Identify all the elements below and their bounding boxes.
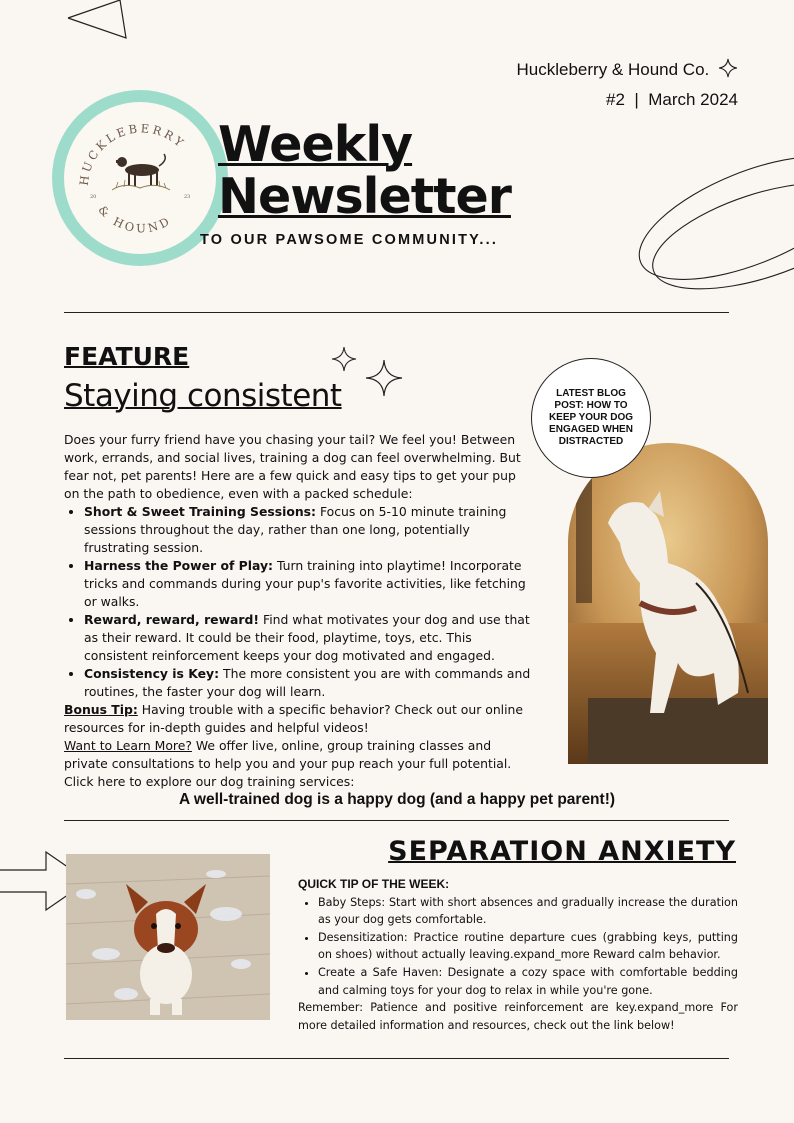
logo [64,102,216,254]
list-item [84,665,534,701]
training-services-link[interactable]: Click here to explore our dog training services: [64,774,355,789]
brand-name: Huckleberry & Hound Co. [517,58,739,80]
separation-body [298,876,738,1034]
tip-text: The more consistent you are with commands and routines, the faster your dog will learn. [84,666,531,699]
ellipse-decoration [630,140,794,300]
sparkle-icon [718,58,738,78]
dog-photo-2 [66,854,270,1020]
learn-more: Want to Learn More? We offer live, online, group training classes and private consultations to help you and your pup reach your full potential. [64,738,512,771]
list-item: • Baby Steps: Start with short absences and gradually increase the duration as your dog gets comfortable. [318,894,738,929]
separation-list [298,894,738,1000]
triangle-decoration [60,0,140,44]
feature-headline: Staying consistent [64,378,342,414]
newsletter-title-line2: Newsletter [218,168,511,225]
list-item: • Create a Safe Haven: Designate a cozy space with comfortable bedding and calming toys for your dog to relax in while you're gone. [318,964,738,999]
logo-emblem [64,102,216,254]
tagline: A well-trained dog is a happy dog (and a happy pet parent!) [178,791,616,808]
newsletter-title-line1: Weekly [218,116,413,173]
sparkle-icon [365,359,403,397]
list-item: • Desensitization: Practice routine departure cues (grabbing keys, putting on shoes) without actually leaving.expand_more Reward calm behavior. [318,929,738,964]
list-item [84,611,534,665]
newsletter-subtitle: TO OUR PAWSOME COMMUNITY... [200,232,499,248]
sparkle-icon [331,346,357,372]
dog-logo-icon [116,154,165,186]
list-item [84,557,534,611]
tip-title: Harness the Power of Play: [84,558,274,573]
divider [64,1058,729,1059]
tips-list [64,503,534,701]
dog-photo-arch [568,443,768,764]
quick-tip-heading: QUICK TIP OF THE WEEK: [298,877,450,891]
bonus-tip-link[interactable]: Bonus Tip: [64,702,138,717]
logo-text-bottom: & HOUND [95,202,175,236]
latest-blog-badge[interactable] [531,358,651,478]
divider [64,312,729,313]
separation-closing: Remember: Patience and positive reinforcement are key.expand_more For more detailed information and resources, check out the link below! [298,1001,738,1032]
logo-year-right: 23 [184,194,191,200]
logo-text-top: HUCKLEBERRY [76,121,189,187]
tip-title: Reward, reward, reward! [84,612,260,627]
feature-intro: Does your furry friend have you chasing your tail? We feel you! Between work, errands, and social lives, training a dog can feel overwhelming. But fear not, pet parents! Here are a few quick and easy tips to get your pup on the path to obedience, even with a packed schedule: [64,432,521,501]
tip-text: Focus on 5-10 minute training sessions throughout the day, rather than one long, potentially frustrating session. [84,504,507,555]
feature-body [64,431,534,791]
bonus-tip: Bonus Tip: Having trouble with a specific behavior? Check out our online resources for in-depth guides and helpful videos! [64,702,524,735]
feature-label: FEATURE [64,342,190,371]
tip-text: Find what motivates your dog and use that as their reward. It could be their food, playtime, toys, etc. This consistent reinforcement keeps your dog motivated and engaged. [84,612,530,663]
learn-more-link[interactable]: Want to Learn More? [64,738,192,753]
separation-heading: SEPARATION ANXIETY [388,836,736,867]
blog-text: LATEST BLOG POST: HOW TO KEEP YOUR DOG ENGAGED WHEN DISTRACTED [548,388,634,447]
logo-year-left: 20 [90,194,97,200]
list-item [84,503,534,557]
svg-text:& HOUND [95,203,174,236]
issue-info: #2 | March 2024 [606,90,738,109]
svg-text:HUCKLEBERRY [77,121,189,186]
tip-title: Consistency is Key: [84,666,220,681]
divider [64,820,729,821]
tip-text: Turn training into playtime! Incorporate tricks and commands during your pup's favorite activities, like fetching or walks. [84,558,526,609]
tip-title: Short & Sweet Training Sessions: [84,504,317,519]
